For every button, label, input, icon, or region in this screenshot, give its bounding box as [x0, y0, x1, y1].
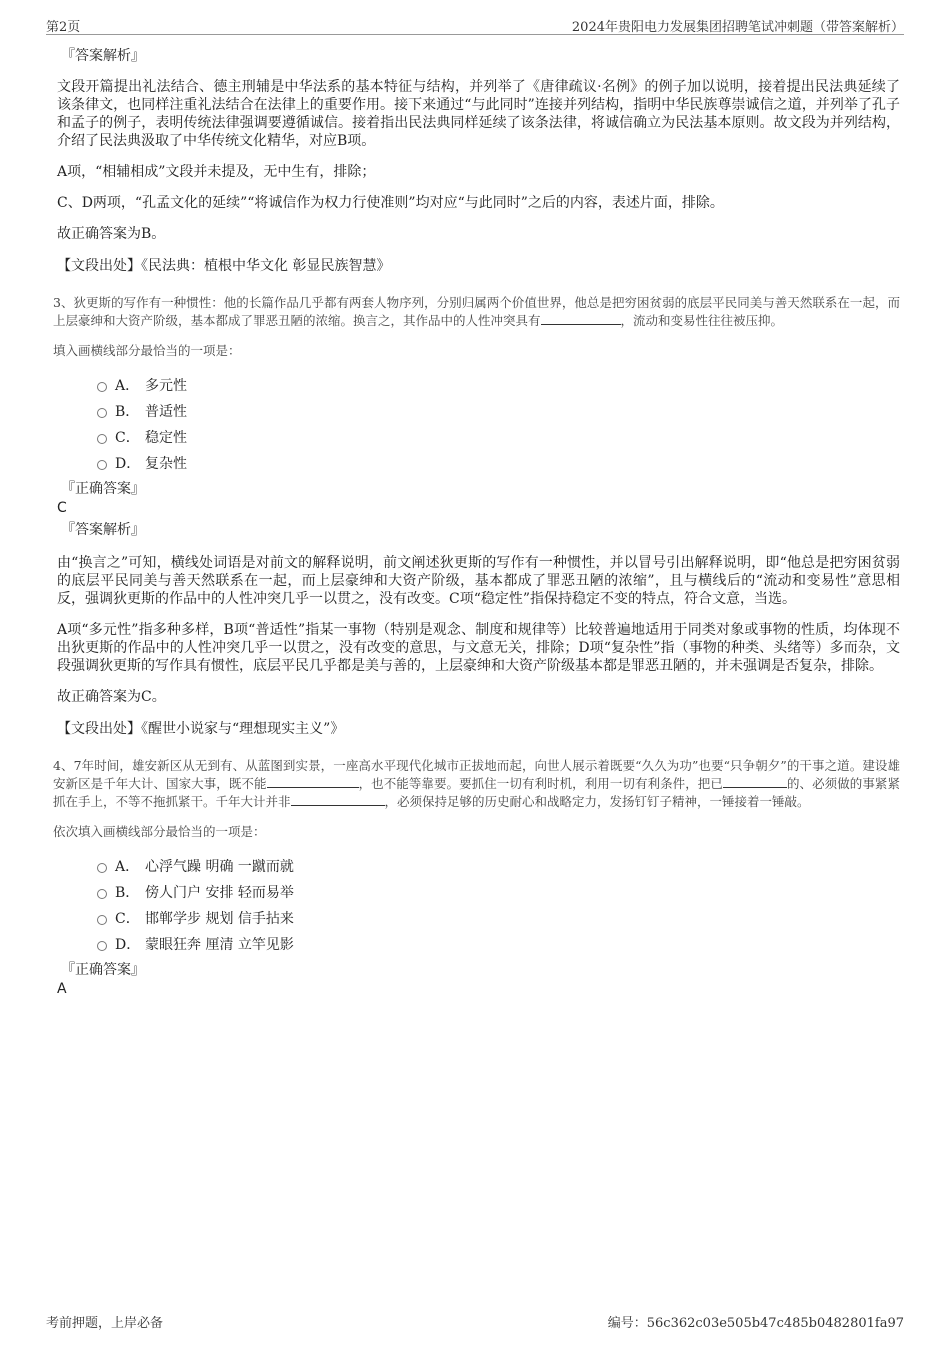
radio-icon[interactable] — [97, 382, 107, 392]
question-4: 4、7年时间，雄安新区从无到有、从蓝图到实景，一座高水平现代化城市正拔地而起，向世人展示着既要“久久为功”也要“只争朝夕”的干事之道。建设雄安新区是千年大计、国家大事，既不能 ，也不能等靠要。要抓住一切有利时机，利用一切有利条件，把已 的、必须做的事紧紧抓在手上，不等不拖抓紧干。千年大计并非 ，必须保持足够的历史耐心和战略定力，发扬钉钉子精神，一锤接着一锤敲。 — [53, 758, 900, 809]
correct-answer-value: A — [57, 981, 67, 997]
analysis-paragraph: A项“多元性”指多种多样，B项“普适性”指某一事物（特别是观念、制度和规律等）比较普遍地适用于同类对象或事物的性质，均体现不出狄更斯的作品中的人性冲突几乎一以贯之，没有改变的意思，与文意无关，排除；D项“复杂性”指（事物的种类、头绪等）多而杂，文段强调狄更斯的写作具有惯性，底层平民几乎都是美与善的，上层豪绅和大资产阶级基本都是罪恶丑陋的，并未强调是否复杂，排除。 — [57, 622, 900, 674]
option-b[interactable]: B． 傍人门户 安排 轻而易举 — [97, 879, 900, 905]
analysis-label: 『答案解析』 — [61, 48, 145, 64]
answer-blank — [291, 793, 385, 806]
question-prompt: 填入画横线部分最恰当的一项是： — [53, 343, 241, 358]
analysis-paragraph: 文段开篇提出礼法结合、德主刑辅是中华法系的基本特征与结构，并列举了《唐律疏议·名例》的例子加以说明，接着提出民法典延续了该条律文，也同样注重礼法结合在法律上的重要作用。接下来通过“与此同时”连接并列结构，指明中华民族尊崇诚信之道，并列举了孔子和孟子的例子，表明传统法律强调要遵循诚信。接着指出民法典同样延续了该条法律，将诚信确立为民法基本原则。故文段为并列结构，介绍了民法典汲取了中华传统文化精华，对应B项。 — [57, 79, 900, 149]
option-b[interactable]: B． 普适性 — [97, 398, 900, 424]
analysis-paragraph: A项，“相辅相成”文段并未提及，无中生有，排除； — [57, 164, 376, 180]
option-d[interactable]: D． 蒙眼狂奔 厘清 立竿见影 — [97, 931, 900, 957]
radio-icon[interactable] — [97, 915, 107, 925]
document-title: 2024年贵阳电力发展集团招聘笔试冲刺题（带答案解析） — [571, 20, 904, 35]
q4-options — [97, 853, 900, 957]
answer-blank — [541, 312, 621, 325]
q3-analysis — [57, 554, 900, 706]
option-c[interactable]: C． 邯郸学步 规划 信手拈来 — [97, 905, 900, 931]
footer-slogan: 考前押题，上岸必备 — [46, 1316, 164, 1331]
radio-icon[interactable] — [97, 434, 107, 444]
answer-blank — [723, 775, 787, 788]
page-number: 第2页 — [46, 20, 81, 35]
answer-blank — [267, 775, 359, 788]
question-3: 3、狄更斯的写作有一种惯性：他的长篇作品几乎都有两套人物序列，分别归属两个价值世界，他总是把穷困贫弱的底层平民同美与善天然联系在一起，而上层豪绅和大资产阶级，基本都成了罪恶丑陋的浓缩。换言之，其作品中的人性冲突具有 ，流动和变易性往往被压抑。 — [53, 295, 900, 328]
analysis-paragraph: 故正确答案为C。 — [57, 689, 166, 705]
correct-answer-label: 『正确答案』 — [61, 962, 145, 978]
analysis-paragraph: 故正确答案为B。 — [57, 226, 166, 242]
radio-icon[interactable] — [97, 941, 107, 951]
question-prompt: 依次填入画横线部分最恰当的一项是： — [53, 824, 266, 839]
analysis-paragraph: C、D两项，“孔孟文化的延续”“将诚信作为权力行使准则”均对应“与此同时”之后的内容，表述片面，排除。 — [57, 195, 724, 211]
option-a[interactable]: A． 心浮气躁 明确 一蹴而就 — [97, 853, 900, 879]
radio-icon[interactable] — [97, 863, 107, 873]
q3-options — [97, 372, 900, 476]
correct-answer-label: 『正确答案』 — [61, 481, 145, 497]
analysis-label: 『答案解析』 — [61, 522, 145, 538]
radio-icon[interactable] — [97, 408, 107, 418]
option-a[interactable]: A． 多元性 — [97, 372, 900, 398]
passage-source: 【文段出处】《醒世小说家与“理想现实主义”》 — [57, 721, 345, 737]
page-content — [53, 46, 900, 1001]
option-d[interactable]: D． 复杂性 — [97, 450, 900, 476]
q2-analysis — [57, 78, 900, 243]
page-header — [46, 14, 904, 35]
document-id: 编号：56c362c03e505b47c485b0482801fa97 — [607, 1316, 904, 1331]
option-c[interactable]: C． 稳定性 — [97, 424, 900, 450]
passage-source: 【文段出处】《民法典：植根中华文化 彰显民族智慧》 — [57, 258, 391, 274]
correct-answer-value: C — [57, 500, 67, 516]
analysis-paragraph: 由“换言之”可知，横线处词语是对前文的解释说明，前文阐述狄更斯的写作有一种惯性，并以冒号引出解释说明，即“他总是把穷困贫弱的底层平民同美与善天然联系在一起，而上层豪绅和大资产阶级，基本都成了罪恶丑陋的浓缩”，且与横线后的“流动和变易性”意思相反，强调狄更斯的作品中的人性冲突几乎一以贯之，没有改变。C项“稳定性”指保持稳定不变的特点，符合文意，当选。 — [57, 555, 900, 607]
radio-icon[interactable] — [97, 460, 107, 470]
radio-icon[interactable] — [97, 889, 107, 899]
page-footer — [46, 1312, 904, 1332]
